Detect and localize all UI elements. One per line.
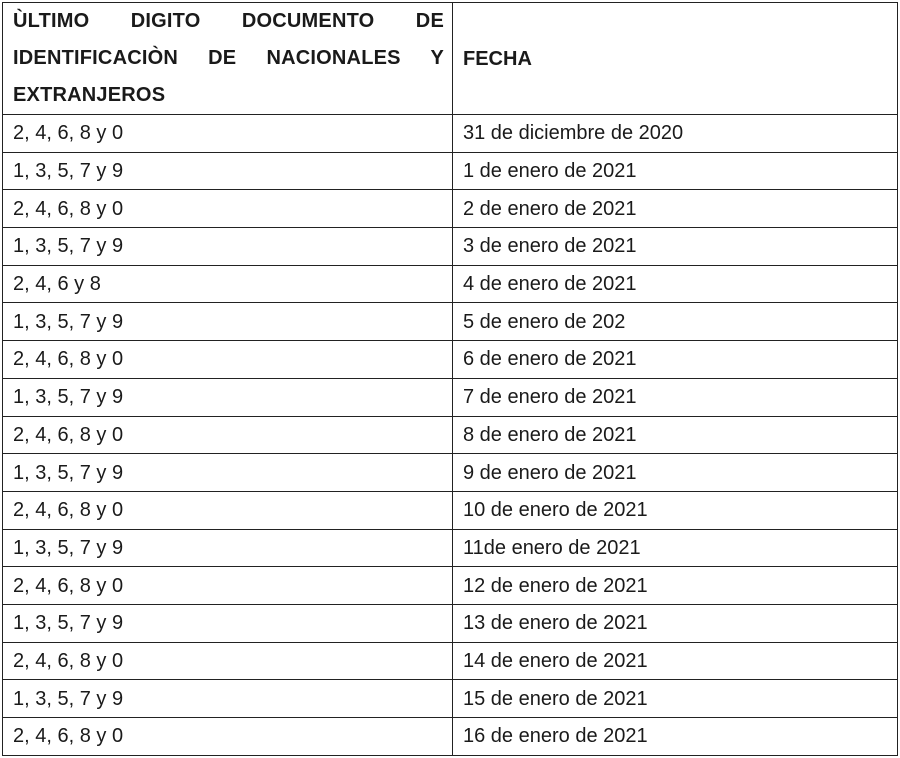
digits-cell: 1, 3, 5, 7 y 9 [3, 378, 453, 416]
date-cell: 1 de enero de 2021 [453, 152, 898, 190]
table-row [3, 529, 898, 567]
digits-cell: 1, 3, 5, 7 y 9 [3, 303, 453, 341]
date-cell: 8 de enero de 2021 [453, 416, 898, 454]
digits-cell: 2, 4, 6, 8 y 0 [3, 190, 453, 228]
header-digit-line: ÙLTIMO DIGITO DOCUMENTO DE [13, 10, 444, 32]
table-row [3, 567, 898, 605]
digits-cell: 2, 4, 6, 8 y 0 [3, 491, 453, 529]
date-cell: 11de enero de 2021 [453, 529, 898, 567]
table-row [3, 115, 898, 153]
date-cell: 7 de enero de 2021 [453, 378, 898, 416]
table-row [3, 680, 898, 718]
date-cell: 5 de enero de 202 [453, 303, 898, 341]
table-row [3, 491, 898, 529]
table-row [3, 718, 898, 756]
date-cell: 16 de enero de 2021 [453, 718, 898, 756]
table-row [3, 228, 898, 266]
table-row [3, 604, 898, 642]
header-date-column: FECHA [453, 3, 898, 115]
table-row [3, 454, 898, 492]
date-cell: 3 de enero de 2021 [453, 228, 898, 266]
digits-cell: 1, 3, 5, 7 y 9 [3, 529, 453, 567]
digits-cell: 1, 3, 5, 7 y 9 [3, 152, 453, 190]
digits-cell: 1, 3, 5, 7 y 9 [3, 680, 453, 718]
digits-cell: 1, 3, 5, 7 y 9 [3, 228, 453, 266]
header-digit-column [3, 3, 453, 115]
date-cell: 12 de enero de 2021 [453, 567, 898, 605]
table-row [3, 265, 898, 303]
header-digit-line: IDENTIFICACIÒN DE NACIONALES Y [13, 47, 444, 69]
digits-cell: 2, 4, 6, 8 y 0 [3, 115, 453, 153]
date-cell: 9 de enero de 2021 [453, 454, 898, 492]
digits-cell: 2, 4, 6, 8 y 0 [3, 341, 453, 379]
date-cell: 10 de enero de 2021 [453, 491, 898, 529]
header-row [3, 3, 898, 115]
table-row [3, 416, 898, 454]
date-cell: 14 de enero de 2021 [453, 642, 898, 680]
date-cell: 4 de enero de 2021 [453, 265, 898, 303]
table-row [3, 642, 898, 680]
digits-cell: 1, 3, 5, 7 y 9 [3, 604, 453, 642]
header-digit-line: EXTRANJEROS [13, 84, 166, 106]
digits-cell: 2, 4, 6, 8 y 0 [3, 416, 453, 454]
date-cell: 13 de enero de 2021 [453, 604, 898, 642]
date-cell: 31 de diciembre de 2020 [453, 115, 898, 153]
table-row [3, 152, 898, 190]
digits-cell: 1, 3, 5, 7 y 9 [3, 454, 453, 492]
digits-cell: 2, 4, 6, 8 y 0 [3, 567, 453, 605]
date-cell: 2 de enero de 2021 [453, 190, 898, 228]
digits-cell: 2, 4, 6 y 8 [3, 265, 453, 303]
table-row [3, 190, 898, 228]
digits-cell: 2, 4, 6, 8 y 0 [3, 642, 453, 680]
table-row [3, 341, 898, 379]
date-cell: 6 de enero de 2021 [453, 341, 898, 379]
schedule-table [2, 2, 898, 756]
digits-cell: 2, 4, 6, 8 y 0 [3, 718, 453, 756]
table-row [3, 303, 898, 341]
date-cell: 15 de enero de 2021 [453, 680, 898, 718]
table-row [3, 378, 898, 416]
